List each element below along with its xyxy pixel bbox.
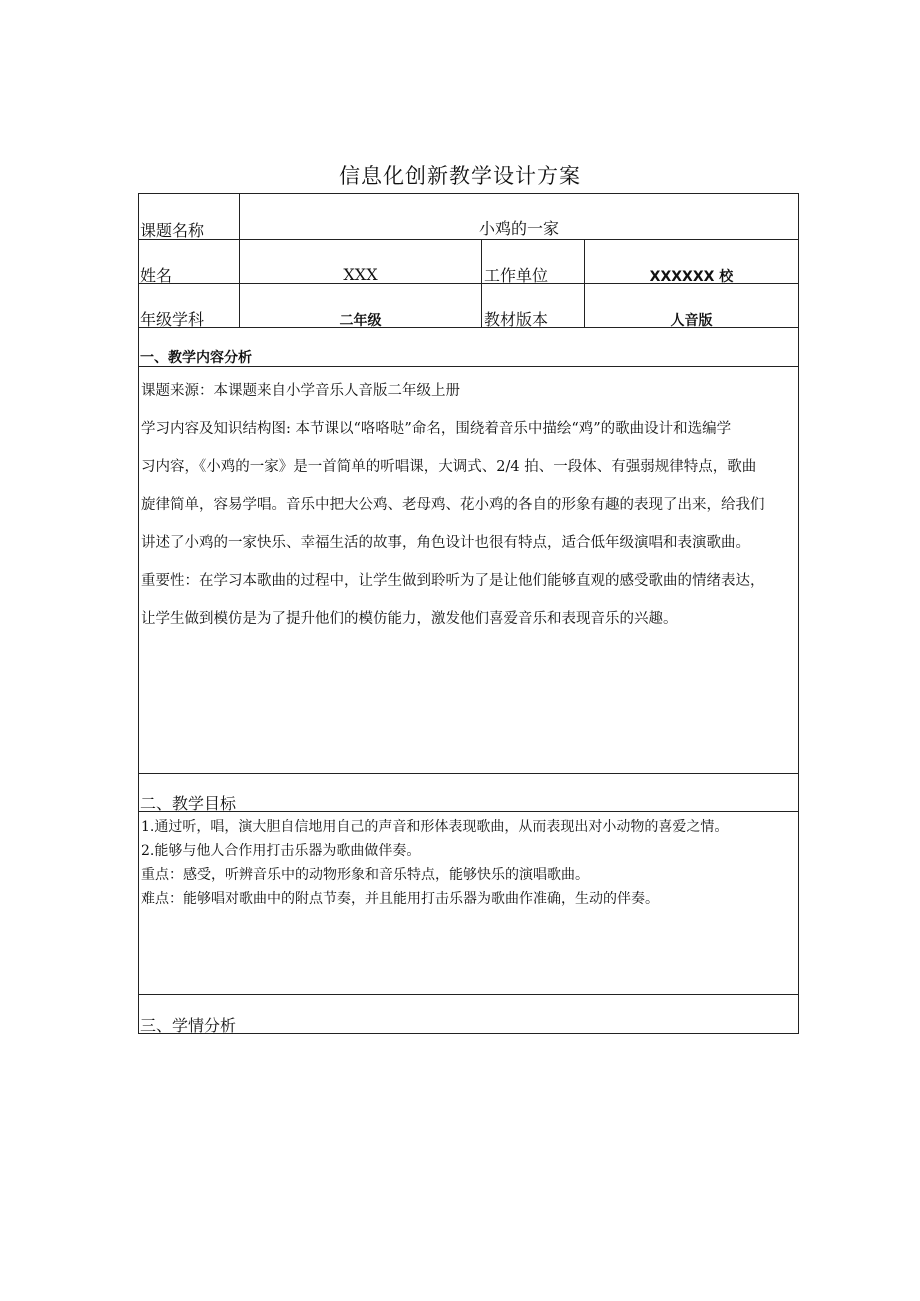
section1-line: 课题来源：本课题来自小学音乐人音版二年级上册 — [141, 383, 460, 399]
section1-body — [141, 372, 796, 638]
unit-label: 工作单位 — [484, 266, 549, 285]
grade-label: 年级学科 — [140, 310, 205, 329]
section2-line: 1.通过听，唱，演大胆自信地用自己的声音和形体表现歌曲，从而表现出对小动物的喜爱之情。 — [141, 819, 729, 835]
topic-label: 课题名称 — [140, 221, 205, 240]
edition-label: 教材版本 — [484, 310, 549, 329]
document-title: 信息化创新教学设计方案 — [339, 164, 581, 188]
section1-line: 重要性：在学习本歌曲的过程中，让学生做到聆听为了是让他们能够直观的感受歌曲的情绪表达， — [141, 573, 765, 589]
section3-heading: 三、学情分析 — [140, 1016, 237, 1035]
section2-body — [141, 815, 796, 911]
grade-value: 二年级 — [339, 313, 382, 329]
topic-value: 小鸡的一家 — [478, 219, 559, 238]
name-value: XXX — [343, 265, 378, 284]
section1-line: 学习内容及知识结构图: 本节课以“咯咯哒”命名，围绕着音乐中描绘“鸡”的歌曲设计和选编学 — [141, 421, 732, 437]
section1-line: 习内容，《小鸡的一家》是一首简单的听唱课，大调式、2/4 拍、一段体、有强弱规律特点，歌曲 — [141, 459, 757, 475]
section1-line: 旋律简单，容易学唱。音乐中把大公鸡、老母鸡、花小鸡的各自的形象有趣的表现了出来，给我们 — [141, 497, 765, 513]
section2-line: 难点：能够唱对歌曲中的附点节奏，并且能用打击乐器为歌曲作准确，生动的伴奏。 — [141, 891, 659, 907]
section1-line: 讲述了小鸡的一家快乐、幸福生活的故事，角色设计也很有特点，适合低年级演唱和表演歌曲。 — [141, 535, 750, 551]
unit-value: XXXXXX 校 — [649, 269, 734, 285]
edition-value: 人音版 — [670, 313, 713, 329]
name-label: 姓名 — [140, 266, 173, 285]
section1-heading: 一、教学内容分析 — [140, 350, 252, 366]
section1-line: 让学生做到模仿是为了提升他们的模仿能力，激发他们喜爱音乐和表现音乐的兴趣。 — [141, 611, 678, 627]
section2-line: 2.能够与他人合作用打击乐器为歌曲做伴奏。 — [141, 843, 421, 859]
section2-line: 重点：感受，听辨音乐中的动物形象和音乐特点，能够快乐的演唱歌曲。 — [141, 867, 589, 883]
section2-heading: 二、教学目标 — [140, 794, 237, 813]
